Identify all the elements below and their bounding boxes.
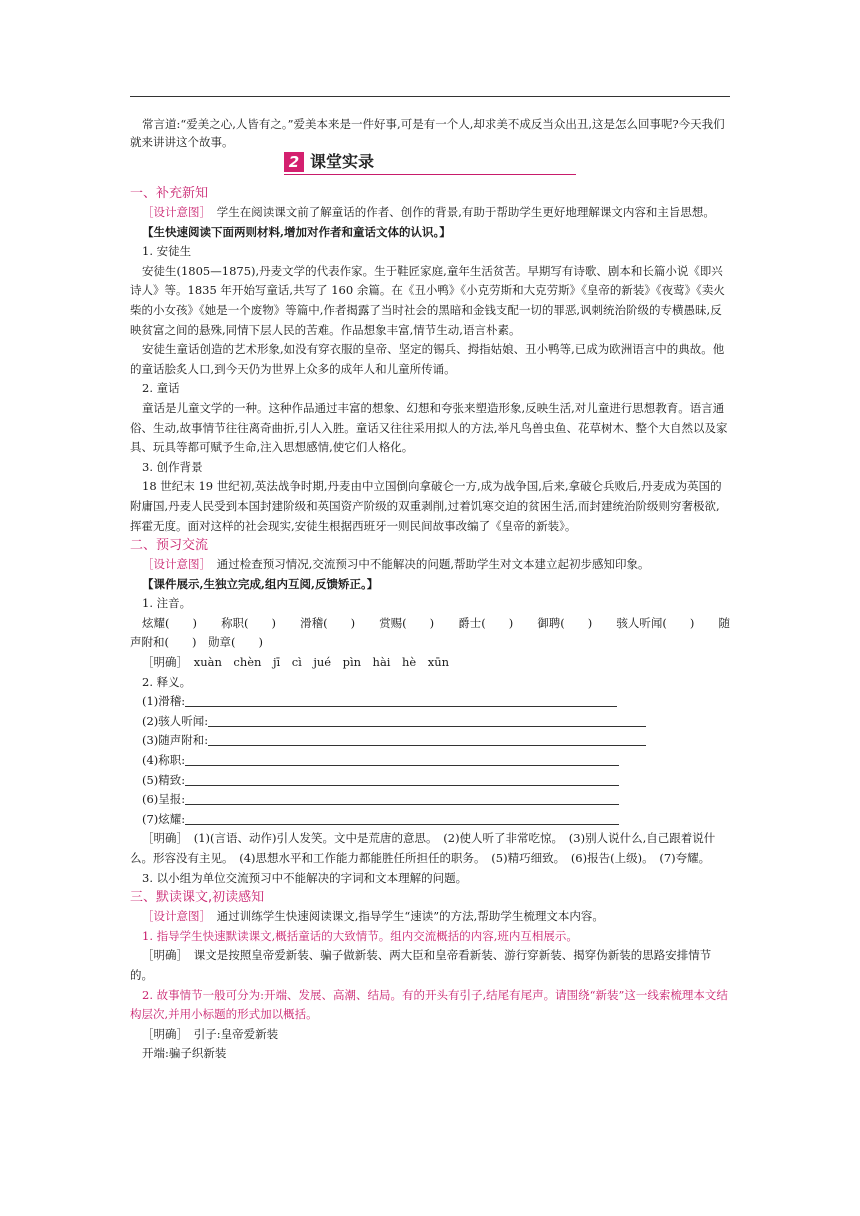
answer-2 [130, 1025, 730, 1045]
meaning-label: (2)骇人听闻: [142, 713, 209, 728]
word-item: 爵士( ) [458, 615, 514, 630]
design-text: 通过训练学生快速阅读课文,指导学生“速读”的方法,帮助学生梳理文本内容。 [216, 909, 604, 924]
word-item: 御聘( ) [537, 615, 593, 630]
heading-silent-reading: 三、默读课文,初读感知 [130, 890, 265, 906]
section-number-badge: 2 [284, 152, 304, 172]
answer-blank[interactable] [185, 751, 619, 766]
answer-blank[interactable] [185, 692, 617, 707]
andersen-legacy: 安徒生童话创造的艺术形象,如没有穿衣服的皇帝、坚定的锡兵、拇指姑娘、丑小鸭等,已成为欧洲语言中的典故。他的童话脍炙人口,到今天仍为世界上众多的成年人和儿童所传诵。 [130, 342, 725, 376]
pinyin-words-row [130, 614, 730, 634]
answer-text: 课文是按照皇帝爱新装、骗子做新装、两大臣和皇帝看新装、游行穿新装、揭穿伪新装的思路安排情节的。 [130, 948, 712, 982]
andersen-bio: 安徒生(1805—1875),丹麦文学的代表作家。生于鞋匠家庭,童年生活贫苦。早期写有诗歌、剧本和长篇小说《即兴诗人》等。1835 年开始写童话,共写了 160 余篇。在《丑小鸭》《小克劳斯和大克劳斯》《皇帝的新装》《夜莺》《卖火柴的小女孩》《她是一个废物》等篇中,作者揭露了当时社会的黑暗和金钱支配一切的罪恶,讽刺统治阶级的专横愚昧,反映贫富之间的悬殊,同情下层人民的苦难。作品想象丰富,情节生动,语言朴素。 [130, 263, 725, 337]
word-item: 称职( ) [221, 615, 277, 630]
pinyin-answer [130, 653, 730, 673]
word-item: 骇人听闻( ) [616, 615, 695, 630]
answer-blank[interactable] [185, 810, 619, 825]
meaning-label: (5)精致: [142, 772, 186, 787]
background-paragraph: 18 世纪末 19 世纪初,英法战争时期,丹麦由中立国倒向拿破仑一方,成为战争国,后来,拿破仑兵败后,丹麦成为英国的附庸国,丹麦人民受到本国封建阶级和英国资产阶级的双重剥削,过着饥寒交迫的贫困生活,而封建统治阶级则穷奢极欲,挥霍无度。面对这样的社会现实,安徒生根据西班牙一则民间故事改编了《皇帝的新装》。 [130, 479, 722, 533]
answer-blank[interactable] [208, 731, 646, 746]
pinyin-title: 1. 注音。 [142, 596, 192, 611]
meaning-line[interactable] [130, 790, 730, 810]
design-text: 通过检查预习情况,交流预习中不能解决的问题,帮助学生对文本建立起初步感知印象。 [216, 557, 650, 572]
instruction-1: 【生快速阅读下面两则材料,增加对作者和童话文体的认识。】 [142, 224, 451, 239]
design-tag: ［设计意图］ [142, 909, 206, 924]
answer-tag: ［明确］ [142, 655, 183, 670]
word-item: 赏赐( ) [379, 615, 435, 630]
meaning-label: (1)滑稽: [142, 694, 186, 709]
meaning-answer-text: (1)(言语、动作)引人发笑。文中是荒唐的意思。 (2)使人听了非常吃惊。 (3)别人说什么,自己跟着说什么。形容没有主见。 (4)思想水平和工作能力都能胜任所担任的职务。 (5)精巧细致。 (6)报告(上级)。 (7)夸耀。 [130, 831, 716, 865]
meaning-label: (6)呈报: [142, 792, 186, 807]
top-rule [130, 96, 730, 97]
meaning-line[interactable] [130, 771, 730, 791]
meaning-label: (4)称职: [142, 753, 186, 768]
item-title: 2. 童话 [142, 381, 180, 396]
item-title: 3. 创作背景 [142, 459, 203, 474]
answer-tag: ［明确］ [142, 1026, 183, 1041]
heading-supplement: 一、补充新知 [130, 186, 209, 201]
task-2: 2. 故事情节一般可分为:开端、发展、高潮、结局。有的开头有引子,结尾有尾声。请围绕“新装”这一线索梳理本文结构层次,并用小标题的形式加以概括。 [130, 987, 728, 1022]
word-item: 随 [718, 615, 730, 630]
answer-tag: ［明确］ [142, 831, 183, 846]
design-tag: ［设计意图］ [142, 557, 206, 572]
design-intent-3 [130, 907, 730, 927]
meaning-line[interactable] [130, 712, 730, 732]
meaning-line[interactable] [130, 810, 730, 830]
meaning-line[interactable] [130, 692, 730, 712]
heading-preview: 二、预习交流 [130, 538, 209, 554]
meaning-line[interactable] [130, 751, 730, 771]
fairy-tale-definition: 童话是儿童文学的一种。这种作品通过丰富的想象、幻想和夸张来塑造形象,反映生活,对儿童进行思想教育。语言通俗、生动,故事情节往往离奇曲折,引人入胜。童话又往往采用拟人的方法,举凡鸟兽虫鱼、花草树木、整个大自然以及家具、玩具等都可赋予生命,注入思想感情,使它们人格化。 [130, 400, 728, 455]
answer-blank[interactable] [185, 771, 619, 786]
plot-line: 开端:骗子织新装 [142, 1046, 227, 1061]
answer-pinyin: xuàn chèn jī cì jué pìn hài hè xūn [193, 655, 450, 670]
meaning-label: (7)炫耀: [142, 811, 186, 826]
intro-paragraph: 常言道:“爱美之心,人皆有之。”爱美本来是一件好事,可是有一个人,却求美不成反当众出丑,这是怎么回事呢?今天我们就来讲讲这个故事。 [130, 116, 725, 149]
word-item: 滑稽( ) [300, 615, 356, 630]
answer-blank[interactable] [208, 712, 646, 727]
meaning-title: 2. 释义。 [142, 674, 192, 689]
answer-text: 引子:皇帝爱新装 [193, 1026, 279, 1041]
answer-1 [130, 946, 730, 985]
word-item: 炫耀( ) [142, 615, 197, 630]
meaning-label: (3)随声附和: [142, 733, 209, 748]
task-1: 1. 指导学生快速默读课文,概括童话的大致情节。组内交流概括的内容,班内互相展示。 [142, 928, 578, 943]
design-text: 学生在阅读课文前了解童话的作者、创作的背景,有助于帮助学生更好地理解课文内容和主旨思想。 [216, 205, 715, 219]
meaning-line[interactable] [130, 731, 730, 751]
main-content [130, 184, 730, 1064]
pinyin-words-row-2: 声附和( ) 勋章( ) [130, 635, 263, 650]
item-title: 1. 安徒生 [142, 244, 192, 259]
design-intent-2 [130, 555, 730, 575]
instruction-2: 【课件展示,生独立完成,组内互阅,反馈矫正。】 [142, 576, 379, 591]
design-tag: ［设计意图］ [142, 205, 206, 219]
design-intent-1 [130, 203, 730, 223]
section-title: 课堂实录 [310, 152, 375, 171]
answer-blank[interactable] [185, 790, 619, 805]
meaning-answer [130, 829, 730, 868]
group-exchange: 3. 以小组为单位交流预习中不能解决的字词和文本理解的问题。 [142, 870, 468, 885]
section-banner [284, 150, 576, 175]
answer-tag: ［明确］ [142, 948, 183, 963]
